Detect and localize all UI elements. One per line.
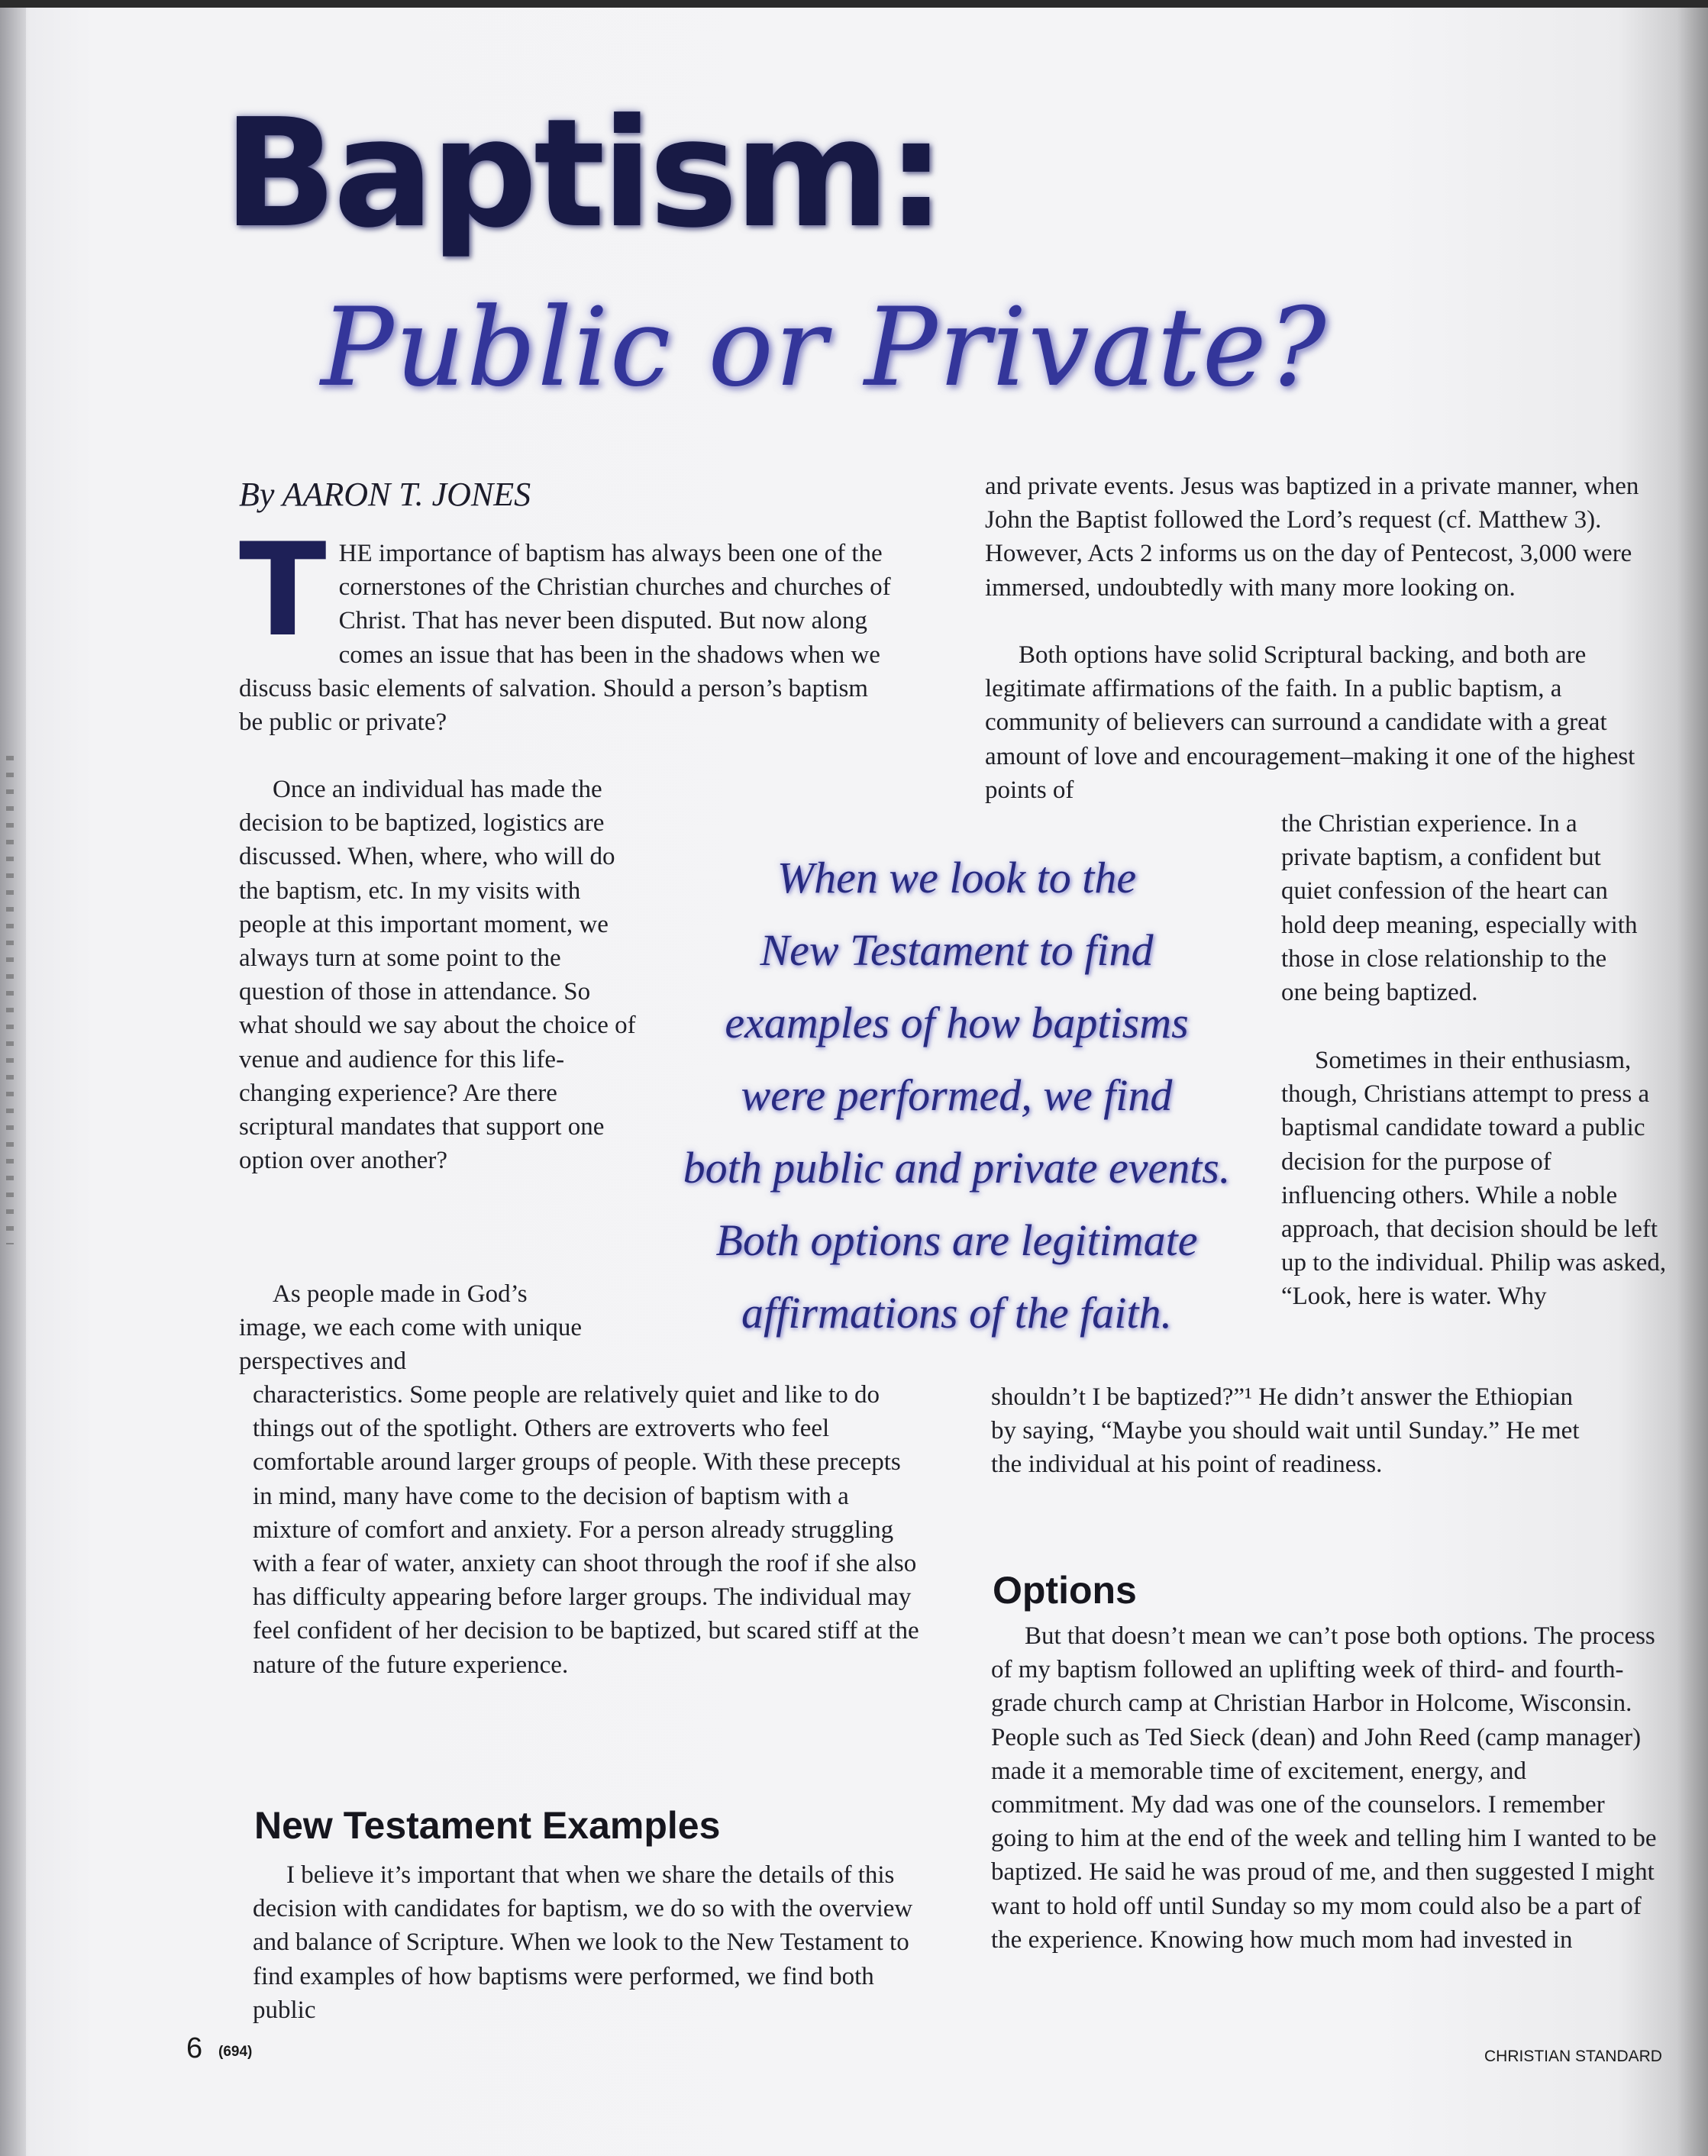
magazine-page: [0, 8, 1708, 2156]
pull-quote-line: were performed, we find: [741, 1070, 1173, 1120]
page-number: 6: [186, 2032, 203, 2064]
section-heading-options: Options: [993, 1569, 1137, 1612]
article-title: Baptism:: [223, 87, 943, 261]
paragraph-logistics: Once an individual has made the decision to be baptized, logistics are discussed. When, where, who will do the baptism, etc. In my visits with people at this important moment, we always turn at some point to the question of those in attendance. So what should we say about the choice of venue and audience for this life-changing experience? Are there scriptural mandates that support one option over another?: [239, 776, 636, 1175]
paragraph-ethiopian: shouldn’t I be baptized?”¹ He didn’t answer the Ethiopian by saying, “Maybe you should wait until Sunday.” He met the individual at his point of readiness.: [991, 1383, 1580, 1479]
paragraph-perspectives: characteristics. Some people are relatively quiet and like to do things out of the spotlight. Others are extroverts who feel comfortable around larger groups of people. With these precepts in mind, many have come to the decision of baptism with a mixture of comfort and anxiety. For a person already struggling with a fear of water, anxiety can shoot through the roof if she also has difficulty appearing before larger groups. The individual may feel confident of her decision to be baptized, but scared stiff at the nature of the future experience.: [253, 1381, 919, 1679]
paragraph-both-options: Both options have solid Scriptural backing, and both are legitimate affirmations of the faith. In a public baptism, a community of believers can surround a candidate with a great amount of love and encouragement–making it one of the highest points of: [985, 641, 1635, 804]
pull-quote: [655, 841, 1258, 1349]
article-subtitle: Public or Private?: [321, 285, 1328, 411]
paragraph-private-baptism: the Christian experience. In a private baptism, a confident but quiet confession of the heart can hold deep meaning, especially with those in close relationship to the one being baptized.: [1281, 810, 1638, 1007]
paragraph-private-events: and private events. Jesus was baptized in a private manner, when John the Baptist followed the Lord’s request (cf. Matthew 3). However, Acts 2 informs us on the day of Pentecost, 3,000 were immersed, undoubtedly with many more looking on.: [985, 473, 1639, 602]
drop-cap: T: [239, 515, 327, 665]
issue-page-number: (694): [218, 2044, 253, 2060]
paragraph-perspectives-start: As people made in God’s image, we each come with unique perspectives and: [239, 1280, 582, 1376]
paragraph-personal-story: But that doesn’t mean we can’t pose both options. The process of my baptism followed an uplifting week of third- and fourth-grade church camp at Christian Harbor in Holcome, Wisconsin. People such as Ted Sieck (dean) and John Reed (camp manager) made it a memorable time of excitement, energy, and commitment. My dad was one of the counselors. I remember going to him at the end of the week and telling him I wanted to be baptized. He said he was proud of me, and then suggested I might want to hold off until Sunday so my mom could also be a part of the experience. Knowing how much mom had invested in: [991, 1622, 1657, 1954]
pull-quote-line: When we look to the: [777, 853, 1137, 902]
section-heading-new-testament: New Testament Examples: [254, 1804, 721, 1847]
binding-marks: [6, 756, 14, 1244]
paragraph-enthusiasm: Sometimes in their enthusiasm, though, Christians attempt to press a baptismal candidate toward a public decision for the purpose of influencing others. While a noble approach, that decision should be left up to the individual. Philip was asked, “Look, here is water. Why: [1281, 1047, 1667, 1311]
pull-quote-line: New Testament to find: [760, 925, 1154, 975]
magazine-name: CHRISTIAN STANDARD: [1484, 2048, 1662, 2065]
intro-paragraph: [239, 515, 897, 739]
paragraph-scripture: I believe it’s important that when we share the details of this decision with candidates for baptism, we do so with the overview and balance of Scripture. When we look to the New Testament to find examples of how baptisms were performed, we find both public: [253, 1861, 913, 2024]
page-edge-shadow: [1677, 8, 1708, 2156]
intro-text: HE importance of baptism has always been one of the cornerstones of the Christian churches and churches of Christ. That has never been disputed. But now along comes an issue that has been in the shadows when we discuss basic elements of salvation. Should a person’s baptism be public or private?: [239, 540, 891, 737]
pull-quote-line: affirmations of the faith.: [741, 1288, 1172, 1338]
pull-quote-line: Both options are legitimate: [715, 1215, 1198, 1265]
byline: By AARON T. JONES: [239, 476, 531, 513]
pull-quote-line: both public and private events.: [683, 1143, 1231, 1193]
page-spine-shadow: [0, 8, 26, 2156]
pull-quote-line: examples of how baptisms: [725, 998, 1189, 1047]
